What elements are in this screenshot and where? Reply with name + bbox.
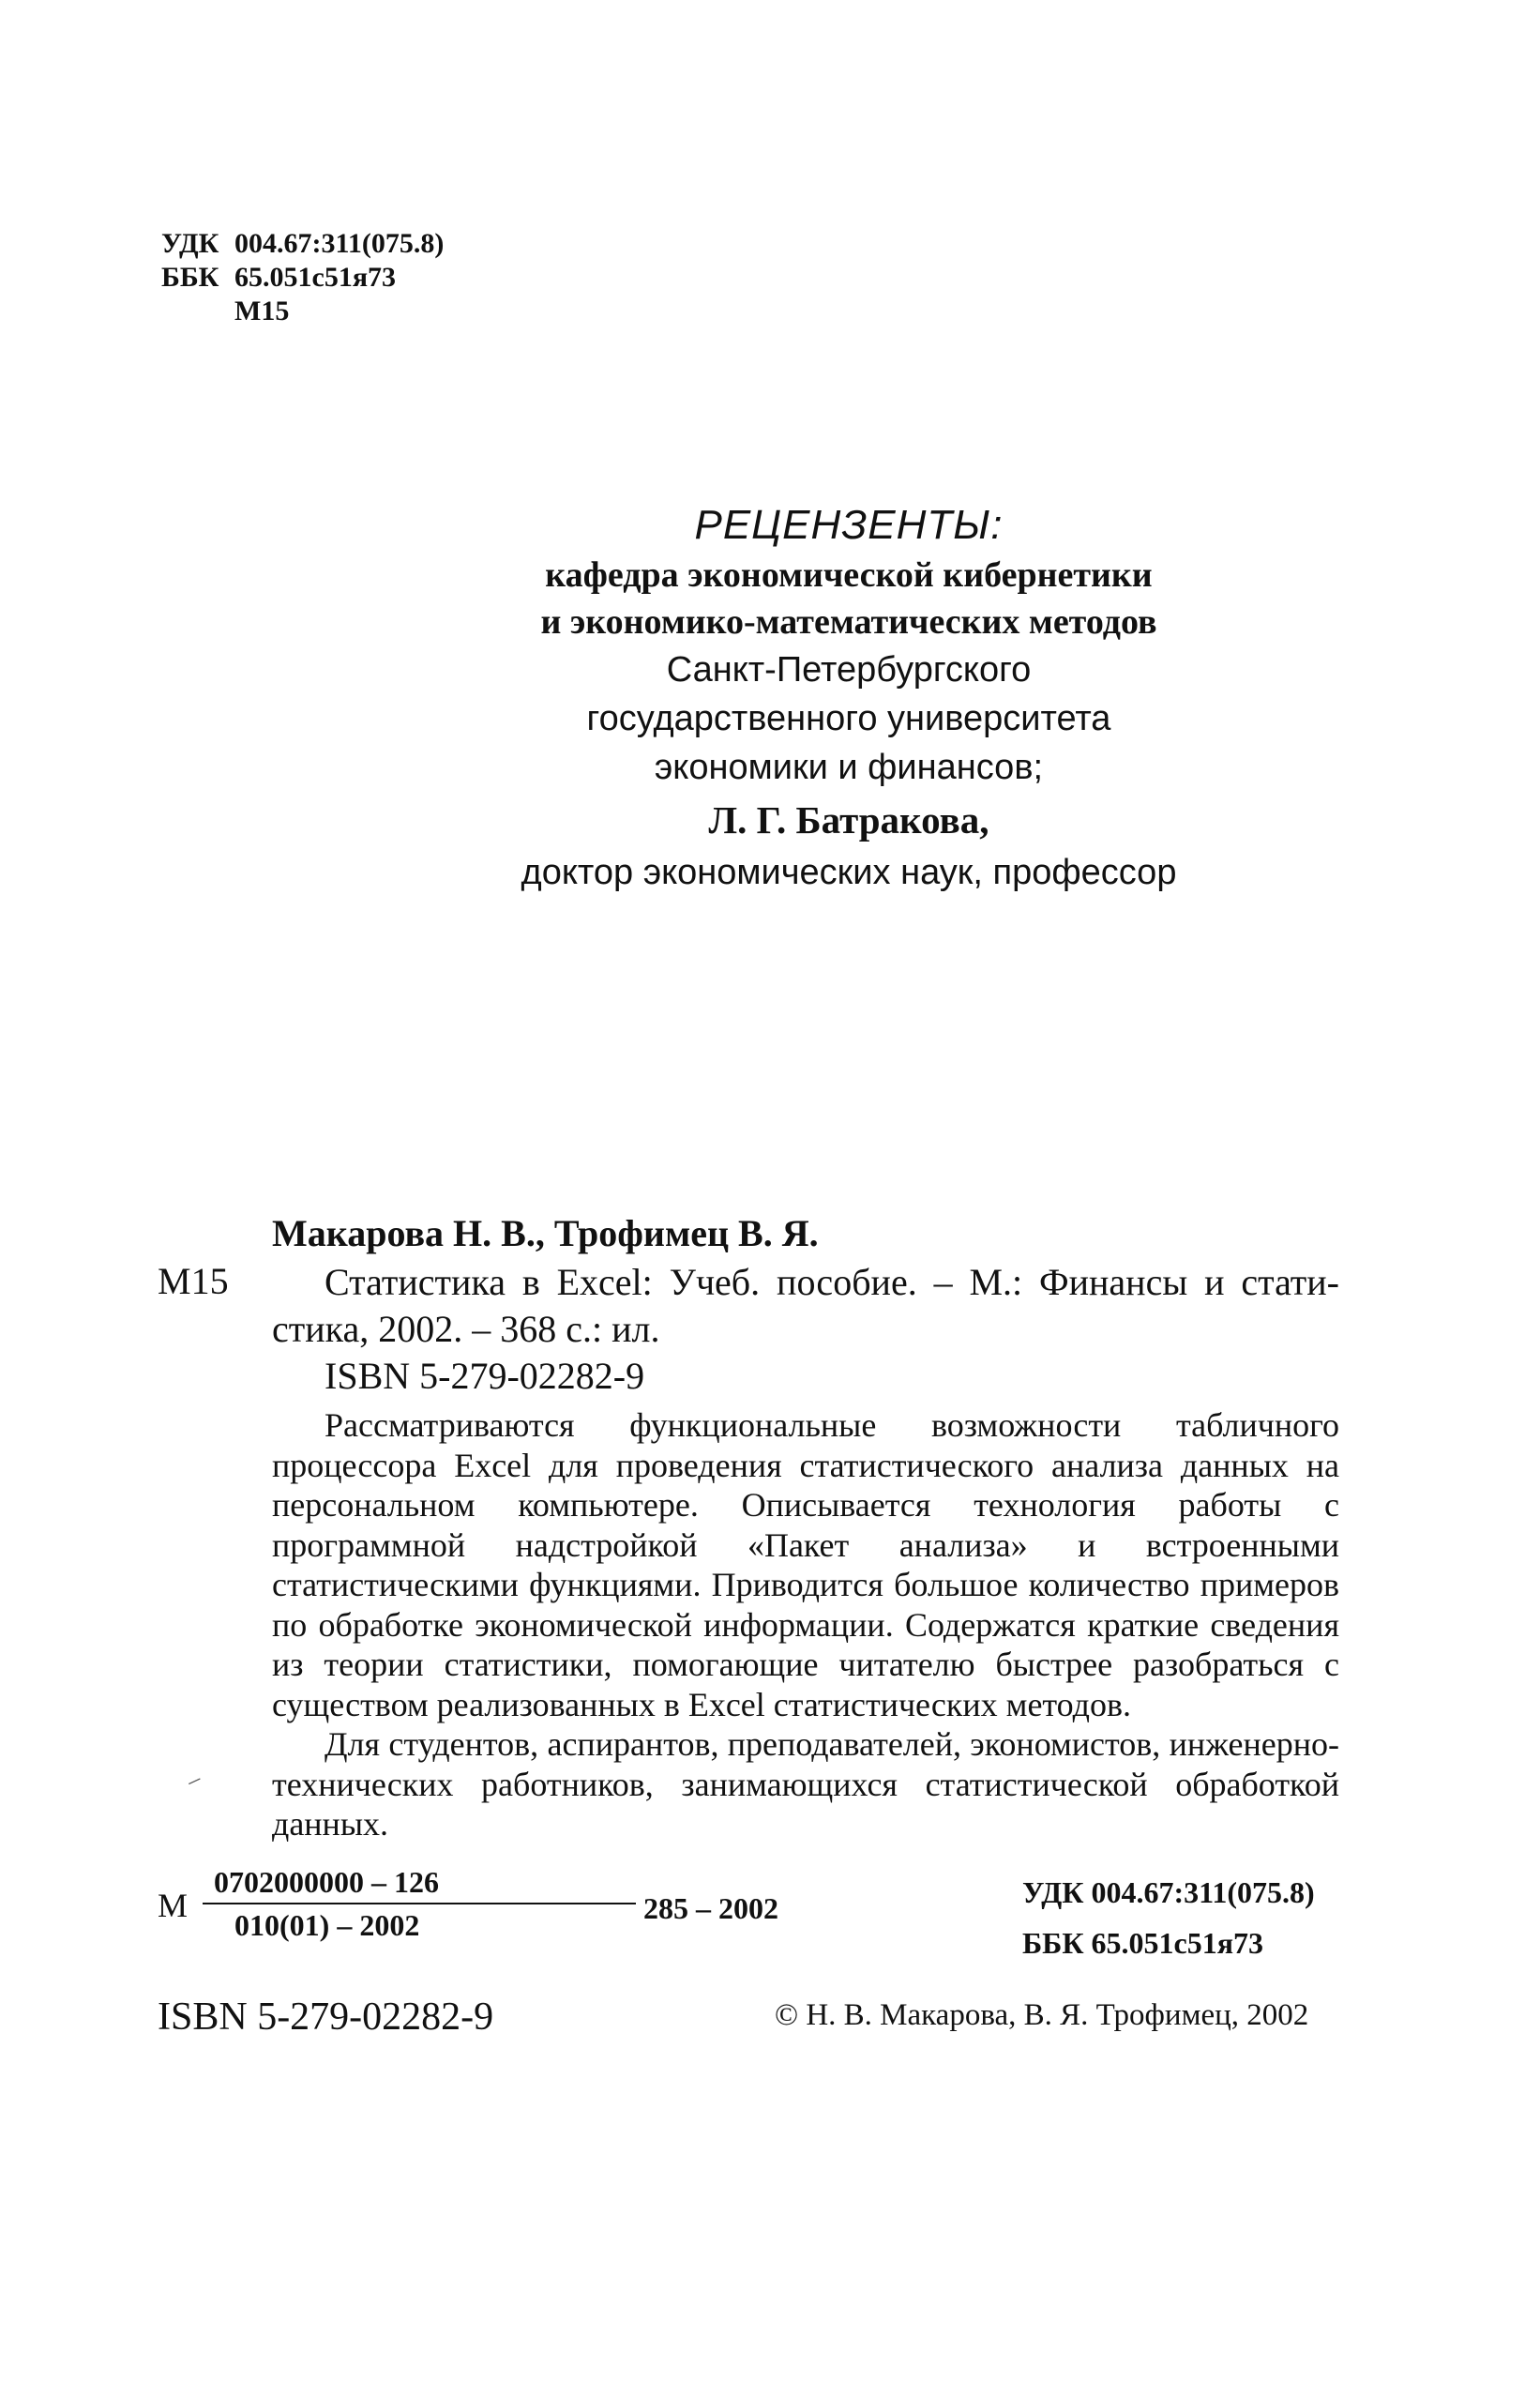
bbk-label: ББК	[161, 262, 219, 293]
imprint-udk: УДК 004.67:311(075.8)	[1022, 1875, 1315, 1909]
imprint-bbk: ББК 65.051с51я73	[1022, 1926, 1264, 1960]
reviewer-line: государственного университета	[586, 699, 1111, 738]
bibliographic-description	[272, 1259, 1339, 1400]
imprint-m: М	[158, 1887, 189, 1924]
isbn-line: ISBN 5-279-02282-9	[325, 1355, 645, 1397]
copyright: © Н. В. Макарова, В. Я. Трофимец, 2002	[775, 1998, 1309, 2032]
classification-codes	[161, 227, 444, 328]
reviewer-title: доктор экономических наук, профессор	[521, 853, 1177, 892]
reviewers-block	[0, 499, 1540, 897]
imprint-denominator: 010(01) – 2002	[234, 1908, 420, 1942]
bbk-value: 65.051с51я73	[234, 262, 397, 293]
reviewer-line: кафедра экономической кибернетики	[545, 555, 1153, 595]
description-line-2: стика, 2002. – 368 с.: ил.	[272, 1308, 660, 1350]
reviewer-name: Л. Г. Батракова,	[708, 798, 989, 842]
udk-label: УДК	[161, 228, 219, 259]
fraction-line	[203, 1903, 636, 1904]
reviewer-line: и экономико-математических методов	[540, 602, 1157, 642]
bbk-line	[161, 261, 444, 295]
author-mark-left: М15	[158, 1260, 229, 1302]
abstract-paragraph-1: Рассматриваются функциональные возможности табличного процессора Excel для проведения статистического анализа данных на персональном компьютере. Описывается технология работы с программной надстройкой «Пакет анализа» и встроенными статистическими функциями. Приводится большое количество примеров по обработке экономической информации. Содержатся краткие сведения из теории статистики, помогающие читателю быстрее разобраться с существом реализованных в Excel статистических методов.	[272, 1406, 1339, 1723]
description-line-1: Статистика в Excel: Учеб. пособие. – М.: Финансы и стати-	[325, 1261, 1339, 1303]
abstract-paragraph-2: Для студентов, аспирантов, преподавателей, экономистов, инженерно-технических работников, занимающихся статистической обработкой данных.	[272, 1725, 1339, 1843]
udk-value: 004.67:311(075.8)	[234, 228, 445, 259]
abstract	[272, 1405, 1339, 1844]
author-mark: М15	[234, 296, 290, 326]
imprint-codes	[1022, 1867, 1315, 1968]
reviewer-line: экономики и финансов;	[654, 748, 1044, 787]
imprint-tail: 285 – 2002	[643, 1891, 778, 1925]
reviewer-line: Санкт-Петербургского	[666, 650, 1032, 690]
udk-line	[161, 227, 444, 261]
pen-mark: –	[182, 1764, 205, 1795]
footer-isbn: ISBN 5-279-02282-9	[158, 1995, 494, 2039]
authors: Макарова Н. В., Трофимец В. Я.	[272, 1212, 819, 1254]
reviewers-heading: РЕЦЕНЗЕНТЫ:	[694, 502, 1004, 548]
imprint-numerator: 0702000000 – 126	[214, 1865, 439, 1899]
